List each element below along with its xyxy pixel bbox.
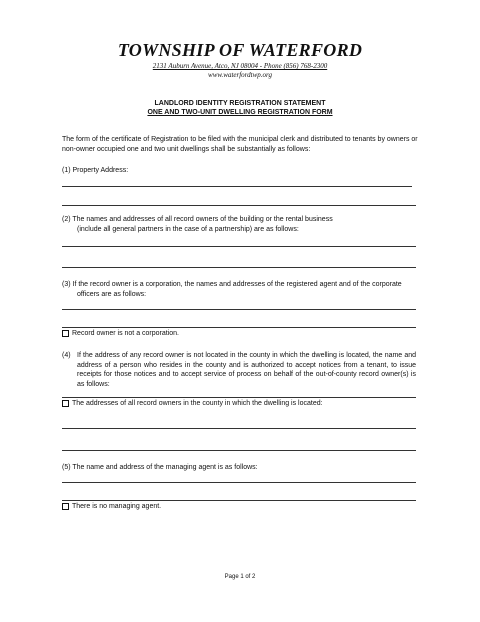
section-1-label: (1) Property Address: (62, 167, 129, 174)
county-agent-line-3[interactable] (62, 450, 416, 451)
owners-line-2[interactable] (62, 267, 416, 268)
county-agent-line-2[interactable] (62, 428, 416, 429)
section-4-number: (4) (62, 352, 71, 359)
section-2-line-2: (include all general partners in the case of a partnership) are as follows: (77, 226, 299, 233)
no-managing-agent-checkbox[interactable] (62, 503, 69, 510)
in-county-label: The addresses of all record owners in the county in which the dwelling is located: (72, 400, 323, 407)
managing-agent-line-2[interactable] (62, 500, 416, 501)
section-3-line-2: officers are as follows: (77, 291, 147, 298)
township-address: 2131 Auburn Avenue, Atco, NJ 08004 - Phone (856) 768-2300 (152, 62, 328, 70)
section-5-label: (5) The name and address of the managing agent is as follows: (62, 464, 258, 471)
section-2-line-1: (2) The names and addresses of all record owners of the building or the rental business (62, 216, 333, 223)
owners-line-1[interactable] (62, 246, 416, 247)
property-address-line-1[interactable] (62, 186, 412, 187)
page-number: Page 1 of 2 (224, 574, 256, 580)
in-county-checkbox[interactable] (62, 400, 69, 407)
form-heading: LANDLORD IDENTITY REGISTRATION STATEMENT (154, 100, 326, 107)
section-3-line-1: (3) If the record owner is a corporation, the names and addresses of the registered agent and of the corporate (62, 281, 402, 288)
county-agent-line-1[interactable] (62, 397, 416, 398)
township-website: www.waterfordtwp.org (208, 71, 272, 79)
corporation-line-2[interactable] (62, 327, 416, 328)
property-address-line-2[interactable] (62, 205, 416, 206)
not-corporation-label: Record owner is not a corporation. (72, 330, 179, 337)
township-title: TOWNSHIP OF WATERFORD (117, 40, 363, 60)
section-4-body: If the address of any record owner is not located in the county in which the dwelling is located, the name and address of a person who resides in the county and is authorized to accept notices from a tenant, to issue receipts for those notices and to accept service of process on behalf of the out-of-county record owner(s) is as follows: (77, 352, 416, 388)
managing-agent-line-1[interactable] (62, 482, 416, 483)
form-subheading: ONE AND TWO-UNIT DWELLING REGISTRATION FORM (147, 109, 333, 116)
corporation-line-1[interactable] (62, 309, 416, 310)
no-managing-agent-label: There is no managing agent. (72, 503, 162, 510)
not-corporation-checkbox[interactable] (62, 330, 69, 337)
intro-paragraph: The form of the certificate of Registration to be filed with the municipal clerk and distributed to tenants by owners or non-owner occupied one and two unit dwellings shall be substantially as follows: (62, 136, 418, 153)
